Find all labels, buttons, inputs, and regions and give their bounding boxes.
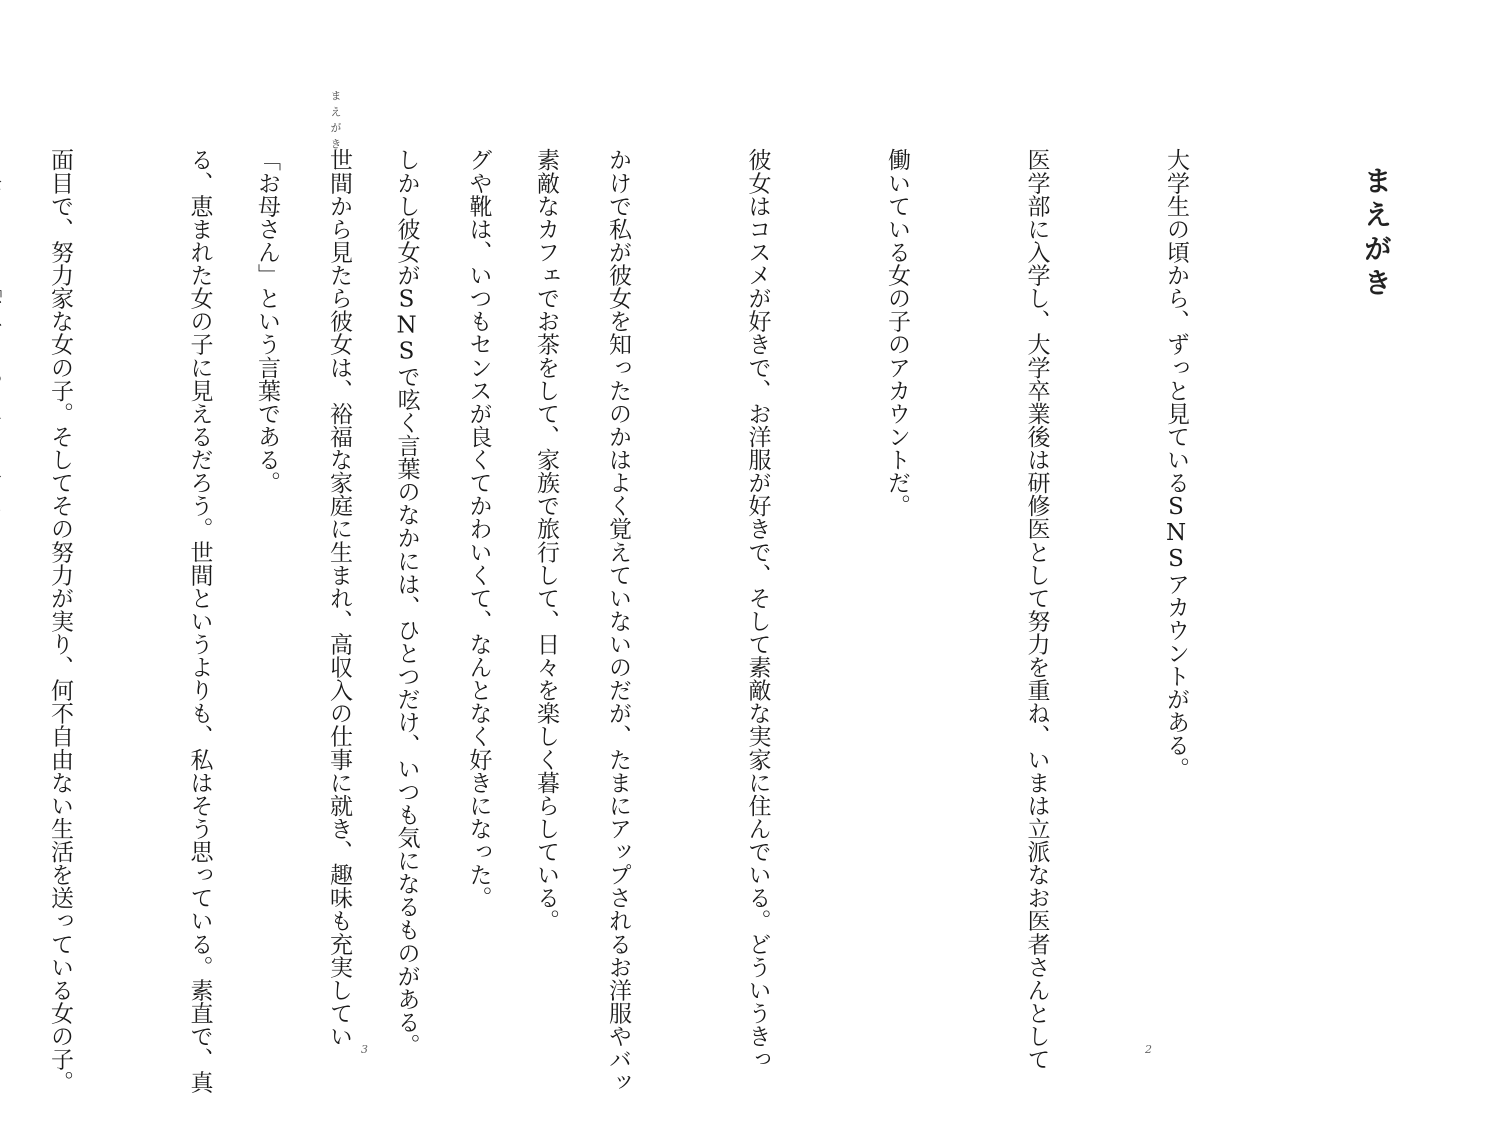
text-line: 素敵なカフェでお茶をして、家族で旅行して、日々を楽しく暮らしている。 — [533, 148, 559, 933]
text-line: 彼女はコスメが好きで、お洋服が好きで、そして素敵な実家に住んでいる。どういうきっ — [744, 148, 771, 1071]
text-line: 医学部に入学し、大学卒業後は研修医として努力を重ね、いまは立派なお医者さんとして — [1023, 148, 1050, 1071]
text-line: 大学生の頃から、ずっと見ているSNSアカウントがある。 — [1163, 148, 1189, 780]
blank-line — [104, 148, 151, 1008]
text-line — [0, 148, 11, 1008]
page-number-left: 3 — [361, 1043, 368, 1056]
running-head: まえがき — [329, 90, 342, 154]
text-line: 働いている女の子のアカウントだ。 — [884, 148, 910, 517]
chapter-title: まえがき — [1360, 166, 1393, 302]
text-line: かけで私が彼女を知ったのかはよく覚えていないのだが、たまにアップされるお洋服やバッ — [605, 148, 631, 1094]
page-number-right: 2 — [1145, 1043, 1152, 1056]
text-line: グや靴は、いつもセンスが良くてかわいくて、なんとなく好きになった。 — [465, 148, 492, 909]
text-line: 面目で、努力家な女の子。そしてその努力が実り、何不自由ない生活を送っている女の子。 — [47, 148, 73, 1094]
text-line: る、恵まれた女の子に見えるだろう。世間というよりも、私はそう思っている。素直で、真 — [186, 148, 213, 1094]
text-line: 「お母さん」という言葉である。 — [254, 148, 280, 494]
text-line: 世間から見たら彼女は、裕福な家庭に生まれ、高収入の仕事に就き、趣味も充実してい — [326, 148, 352, 1048]
text-line: しかし彼女がSNSで呟く言葉のなかには、ひとつだけ、いつも気になるものがある。 — [393, 148, 420, 1057]
left-page-text — [72, 148, 662, 1094]
